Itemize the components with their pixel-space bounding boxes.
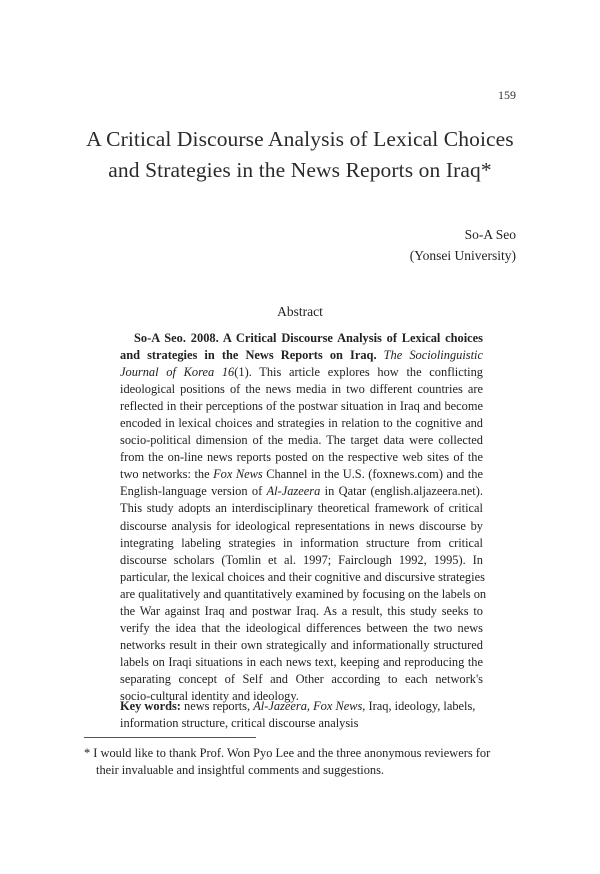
abstract-body: [120, 330, 487, 705]
footnote-line: * I would like to thank Prof. Won Pyo Lee and the three anonymous reviewers for: [84, 746, 491, 760]
citation-bold: So-A Seo. 2008. A Critical Discourse Analysis of Lexical choices: [134, 331, 483, 345]
abstract-line: integrating labeling strategies in information structure from critical: [120, 535, 483, 550]
abstract-line: [120, 330, 483, 347]
abstract-line: [120, 466, 483, 483]
keywords-italic: Al-Jazeera, Fox News,: [253, 699, 366, 713]
abstract-line: socio-political dimension of the media. The target data were collected: [120, 433, 483, 448]
abstract-line: socio-cultural identity and ideology.: [120, 688, 299, 703]
abstract-line: the War against Iraq and postwar Iraq. As a result, this study seeks to: [120, 603, 483, 618]
abstract-text: Channel in the U.S. (foxnews.com) and the: [266, 467, 483, 482]
abstract-line: This study adopts an interdisciplinary theoretical framework of critical: [120, 501, 483, 516]
abstract-line: [120, 483, 483, 500]
network-name: Fox News: [213, 467, 263, 482]
keywords-label: Key words:: [120, 699, 181, 713]
abstract-line: discourse analysis for ideological representations in news discourse by: [120, 518, 483, 533]
abstract-line: from the on-line news reports posted on the respective web sites of the: [120, 450, 483, 465]
citation-bold: and strategies in the News Reports on Iraq.: [120, 348, 377, 363]
abstract-line: ideological positions of the news media in two different countries are: [120, 382, 483, 397]
abstract-text: (1). This article explores how the conflicting: [234, 365, 483, 380]
keywords: [120, 698, 483, 732]
paper-title: [40, 124, 560, 186]
abstract-line: verify the idea that the ideological differences between the two news: [120, 620, 483, 635]
network-name: Al-Jazeera: [266, 484, 321, 499]
title-line-2: and Strategies in the News Reports on Iraq*: [108, 158, 492, 182]
footnote: [84, 745, 516, 779]
author-name: So-A Seo: [464, 227, 516, 242]
keywords-line: information structure, critical discourse analysis: [120, 716, 359, 730]
page-number: 159: [498, 88, 516, 102]
abstract-line: networks result in their own strategically and informationally structured: [120, 637, 483, 652]
author-block: [410, 224, 516, 266]
abstract-line: labels on Iraqi situations in each news text, keeping and reproducing the: [120, 654, 483, 669]
abstract-line: encoded in lexical choices and strategies in relation to the cognitive and: [120, 416, 483, 431]
keywords-text: news reports,: [184, 699, 251, 713]
footnote-line: their invaluable and insightful comments and suggestions.: [96, 763, 385, 777]
author-affiliation: (Yonsei University): [409, 248, 516, 263]
abstract-text: English-language version of: [120, 484, 263, 499]
abstract-text: in Qatar (english.aljazeera.net).: [324, 484, 483, 499]
title-line-1: A Critical Discourse Analysis of Lexical Choices: [86, 127, 514, 151]
abstract-line: separating concept of Self and Other according to each network's: [120, 671, 483, 686]
footnote-divider: [84, 737, 256, 738]
journal-name: The Sociolinguistic: [383, 348, 483, 363]
abstract-text: two networks: the: [120, 467, 210, 482]
journal-name: Journal of Korea 16: [120, 365, 235, 380]
abstract-line: [120, 364, 483, 381]
abstract-line: are qualitatively and quantitatively examined by focusing on the labels on: [120, 586, 487, 601]
abstract-line: discourse scholars (Tomlin et al. 1997; Fairclough 1992, 1995). In: [120, 552, 483, 567]
abstract-line: [120, 347, 483, 364]
keywords-line: [120, 698, 483, 715]
abstract-line: reflected in their perceptions of the postwar situation in Iraq and become: [120, 399, 483, 414]
abstract-heading: Abstract: [277, 304, 323, 319]
abstract-line: particular, the lexical choices and their cognitive and discursive strategies: [120, 569, 485, 584]
keywords-text: Iraq, ideology, labels,: [368, 699, 476, 713]
